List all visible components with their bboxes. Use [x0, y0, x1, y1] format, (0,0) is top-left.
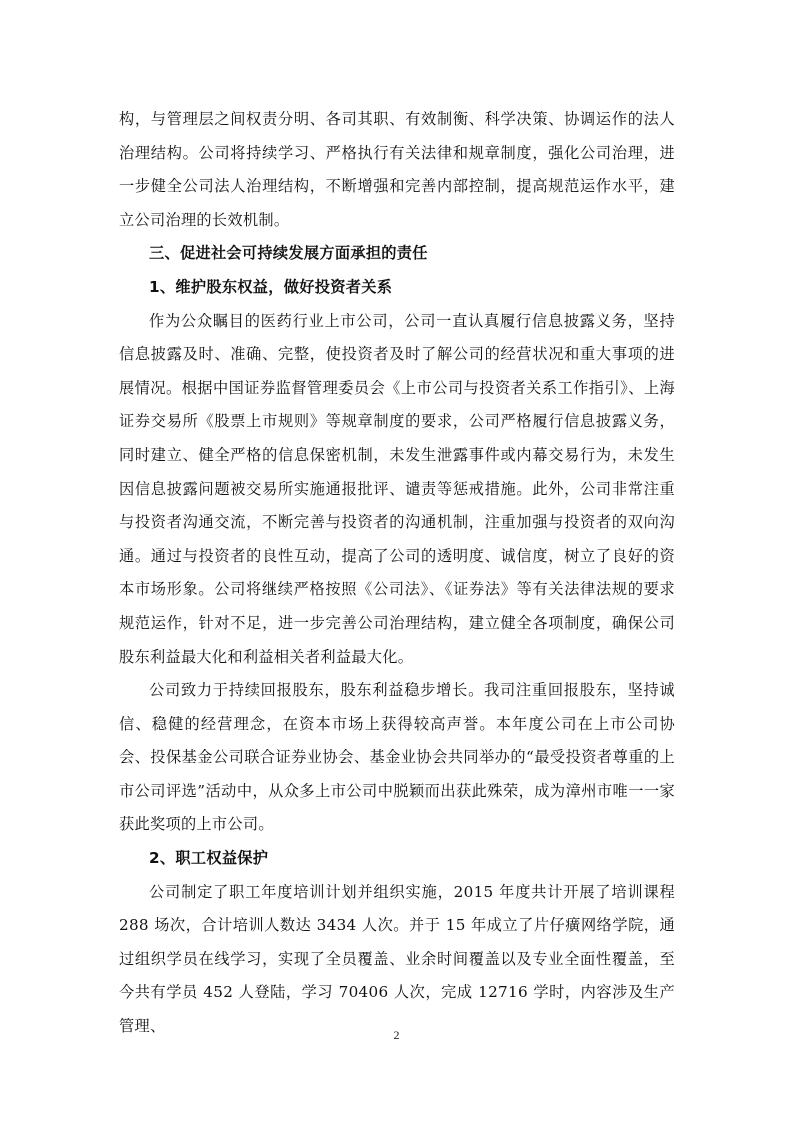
paragraph-employee-training: 公司制定了职工年度培训计划并组织实施，2015 年度共计开展了培训课程 288 场次，合计培训人数达 3434 人次。并于 15 年成立了片仔癀网络学院，通过组织学员在线学习，实现了全员覆盖、业余时间覆盖以及专业全面性覆盖，至今共有学员 452 人登陆，学习 70406 人次，完成 12716 学时，内容涉及生产管理、 — [119, 882, 675, 1036]
paragraph-information-disclosure: 作为公众瞩目的医药行业上市公司，公司一直认真履行信息披露义务，坚持信息披露及时、准确、完整，使投资者及时了解公司的经营状况和重大事项的进展情况。根据中国证券监督管理委员会《上市公司与投资者关系工作指引》、上海证券交易所《股票上市规则》等规章制度的要求，公司严格履行信息披露义务，同时建立、健全严格的信息保密机制，未发生泄露事件或内幕交易行为，未发生因信息披露问题被交易所实施通报批评、谴责等惩戒措施。此外，公司非常注重与投资者沟通交流，不断完善与投资者的沟通机制，注重加强与投资者的双向沟通。通过与投资者的良性互动，提高了公司的透明度、诚信度，树立了良好的资本市场形象。公司将继续严格按照《公司法》、《证券法》等有关法律法规的要求规范运作，针对不足，进一步完善公司治理结构，建立健全各项制度，确保公司股东利益最大化和利益相关者利益最大化。 — [119, 311, 675, 666]
paragraph-governance-continued: 构，与管理层之间权责分明、各司其职、有效制衡、科学决策、协调运作的法人治理结构。公司将持续学习、严格执行有关法律和规章制度，强化公司治理，进一步健全公司法人治理结构，不断增强和完善内部控制，提高规范运作水平，建立公司治理的长效机制。 — [119, 110, 675, 229]
page-content — [119, 103, 675, 1044]
paragraph-shareholder-returns: 公司致力于持续回报股东，股东利益稳步增长。我司注重回报股东，坚持诚信、稳健的经营理念，在资本市场上获得较高声誉。本年度公司在上市公司协会、投保基金公司联合证券业协会、基金业协会共同举办的“最受投资者尊重的上市公司评选”活动中，从众多上市公司中脱颖而出获此殊荣，成为漳州市唯一一家获此奖项的上市公司。 — [119, 681, 675, 834]
section-heading-social-responsibility: 三、促进社会可持续发展方面承担的责任 — [149, 244, 428, 263]
page-number: 2 — [393, 1028, 400, 1042]
subsection-heading-shareholder-rights: 1、维护股东权益，做好投资者关系 — [149, 277, 393, 296]
subsection-heading-employee-rights: 2、职工权益保护 — [149, 849, 269, 868]
